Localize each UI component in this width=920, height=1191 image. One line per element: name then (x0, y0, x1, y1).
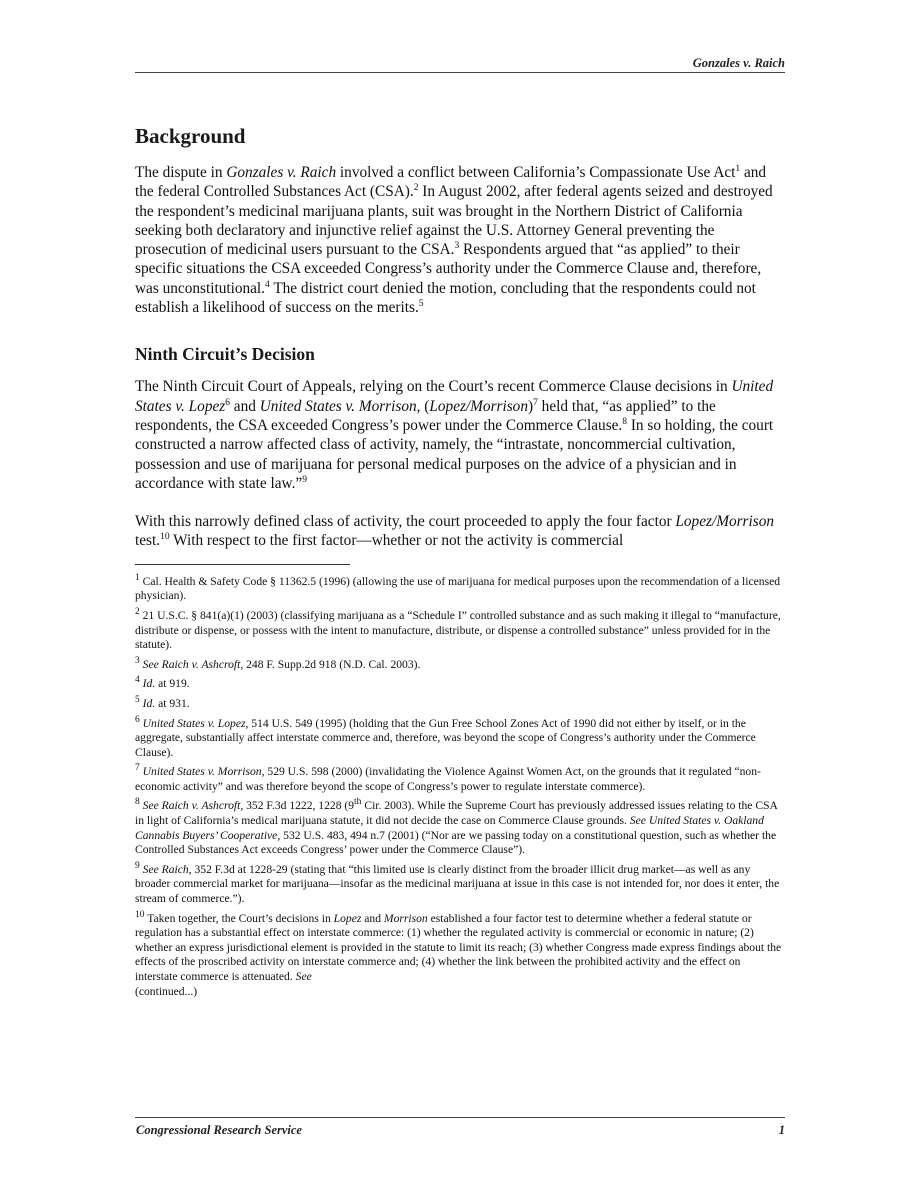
ninth-circuit-paragraph-1: The Ninth Circuit Court of Appeals, relying on the Court’s recent Commerce Clause decisions in United States v. Lopez$^6$ and United States v. Morrison, (Lopez/Morrison)$^7$ held that, “as applied” to the respondents, the CSA exceeded Congress’s power under the Commerce Clause.$^8$ In so holding, the court constructed a narrow affected class of activity, namely, the “intrastate, noncommercial cultivation, possession and use of marijuana for personal medical purposes on the advice of a physician and in accordance with state law.”$^9$ (135, 378, 774, 492)
footnote: $^9$ See Raich, 352 F.3d at 1228-29 (stating that “this limited use is clearly distinct from the broader illicit drug market—as well as any broader commercial market for marijuana—insofar as the medicinal marijuana at issue in this case is not intended for, nor does it enter, the stream of commerce.”). (135, 860, 780, 906)
footnote-ref[interactable]: 7 (533, 397, 538, 408)
footer-rule (135, 1117, 785, 1118)
footnote: $^2$ 21 U.S.C. § 841(a)(1) (2003) (classifying marijuana as a “Schedule I” controlled substance and as such making it illegal to “manufacture, distribute or dispense, or possess with the intent to manufacture, distribute, or dispense a controlled substance” unless provided for in the statute). (135, 607, 781, 652)
footnote-ref[interactable]: 6 (225, 397, 230, 408)
footnote-separator (135, 564, 350, 565)
page-number: 1 (778, 1123, 785, 1137)
running-header: Gonzales v. Raich (692, 56, 785, 70)
footnote: $^{10}$ Taken together, the Court’s decisions in Lopez and Morrison established a four factor test to determine whether a federal statute or regulation has a substantial effect on interstate commerce: (1) whether the regulated activity is commercial or economic in nature; (2) whether an express jurisdictional element is provided in the statute to limit its reach; (3) whether Congress made express findings about the effects of the proscribed activity on interstate commerce and; (4) whether the link between the prohibited activity and the effect on interstate commerce is attenuated. See (continued...) (135, 909, 782, 998)
background-heading: Background (135, 124, 246, 148)
footnote-ref[interactable]: 3 (454, 241, 460, 252)
footnote: $^5$ Id. at 931. (135, 695, 190, 710)
footnote: $^4$ Id. at 919. (135, 675, 190, 691)
footnote-ref[interactable]: 10 (160, 532, 170, 543)
footnote-ref[interactable]: 1 (735, 163, 741, 174)
header-rule (135, 72, 785, 73)
footnote: $^6$ United States v. Lopez, 514 U.S. 549 (1995) (holding that the Gun Free School Zones Act of 1990 did not either by itself, or in the aggregate, substantially affect interstate commerce and, therefore, was beyond the scope of Congress’s authority under the Commerce Clause). (135, 714, 756, 759)
footnote-ref[interactable]: 5 (418, 298, 424, 309)
page-body (135, 124, 785, 1004)
footnote: $^8$ See Raich v. Ashcroft, 352 F.3d 1222, 1228 (9th Cir. 2003). While the Supreme Court has previously addressed issues relating to the CSA in light of California’s medical marijuana statute, it did not decide the case on Commerce Clause grounds. See United States v. Oakland Cannabis Buyers’ Cooperative, 532 U.S. 483, 494 n.7 (2001) (“Nor are we passing today on a constitutional question, such as whether the Controlled Substances Act exceeds Congress’ power under the Commerce Clause”). (135, 797, 778, 857)
footnote-ref[interactable]: 2 (413, 183, 419, 194)
footer-publisher: Congressional Research Service (136, 1123, 302, 1137)
footnote: $^7$ United States v. Morrison, 529 U.S. 598 (2000) (invalidating the Violence Against Women Act, on the grounds that it regulated “non-economic activity” and was therefore beyond the scope of Congress’s power to regulate interstate commerce). (135, 763, 761, 793)
ninth-circuit-heading: Ninth Circuit’s Decision (135, 344, 315, 365)
footnote-ref[interactable]: 9 (302, 474, 307, 485)
footnote-ref[interactable]: 4 (265, 279, 270, 290)
footnote: $^1$ Cal. Health & Safety Code § 11362.5 (1996) (allowing the use of marijuana for medical purposes upon the recommendation of a licensed physician). (135, 572, 781, 603)
footnote-ref[interactable]: 8 (622, 416, 628, 427)
footnote: $^3$ See Raich v. Ashcroft, 248 F. Supp.2d 918 (N.D. Cal. 2003). (135, 655, 421, 671)
ninth-circuit-paragraph-2: With this narrowly defined class of activity, the court proceeded to apply the four factor Lopez/Morrison test.$^{10}$ With respect to the first factor—whether or not the activity is commercial (135, 513, 774, 550)
footnotes (135, 572, 785, 999)
background-paragraph: The dispute in Gonzales v. Raich involved a conflict between California’s Compassionate Use Act$^1$ and the federal Controlled Substances Act (CSA).$^2$ In August 2002, after federal agents seized and destroyed the respondent’s medicinal marijuana plants, suit was brought in the Northern District of California seeking both declaratory and injunctive relief against the U.S. Attorney General preventing the prosecution of medicinal users pursuant to the CSA.$^3$ Respondents argued that “as applied” to their specific situations the CSA exceeded Congress’s authority under the Commerce Clause and, therefore, was unconstitutional.$^4$ The district court denied the motion, concluding that the respondents could not establish a likelihood of success on the merits.$^5$ (135, 163, 773, 317)
